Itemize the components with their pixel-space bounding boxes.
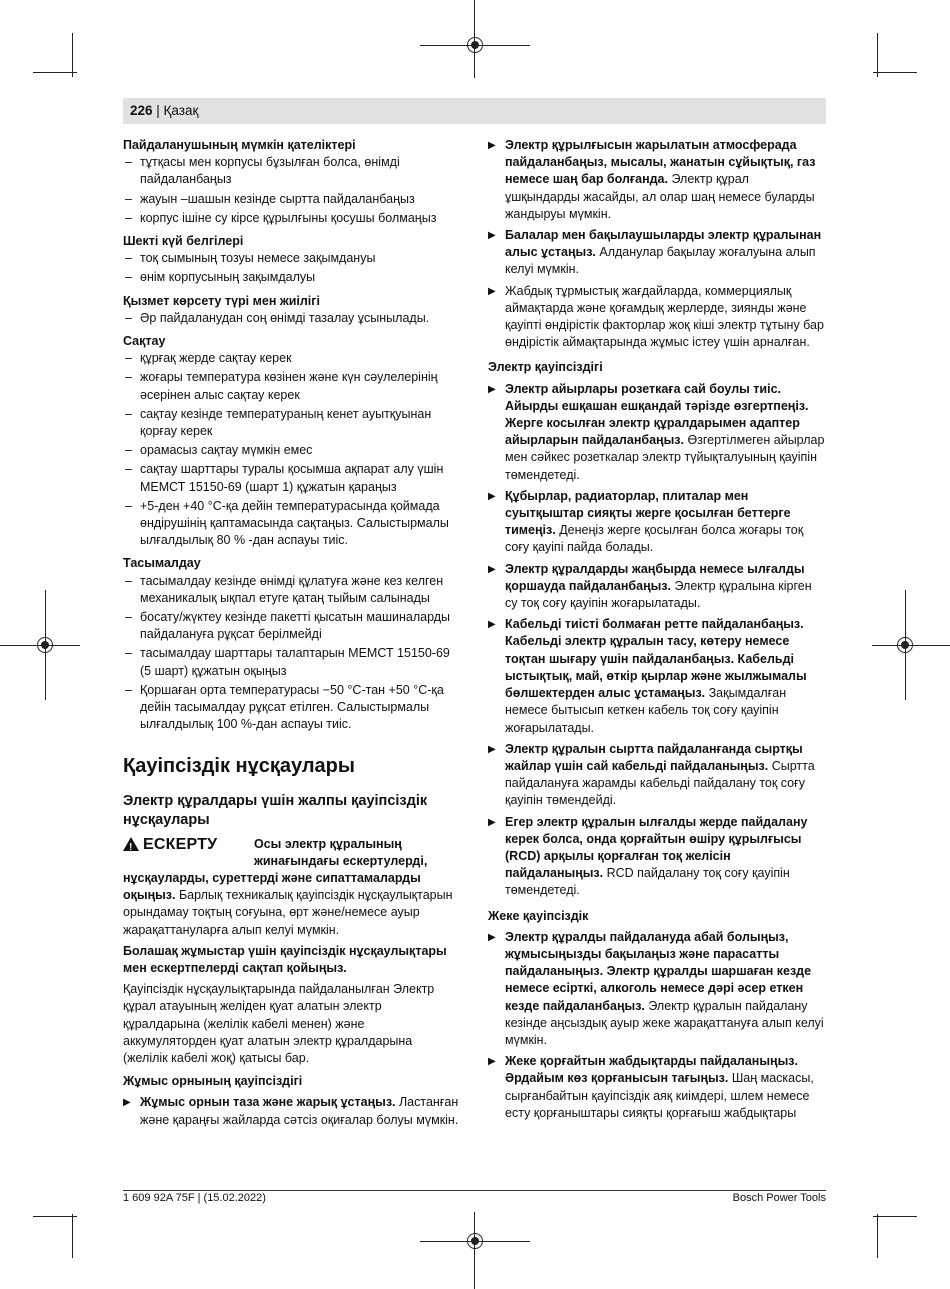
list-item-bold: Электр құралдарды жаңбырда немесе ылғалды қоршауда пайдаланбаңыз. [505,561,805,593]
list-item-bold: Электр құралды пайдалануда абай болыңыз, жұмысыңызды бақылаңыз және парасатты пайдаланыңыз. Электр құралды шаршаған кезде немесе есірткі, алкоголь немесе дәрі әсер еткен кезде пайдаланбаңыз. [505,929,812,1013]
warning-label [123,836,254,853]
list-item-bold: Жеке қорғайтын жабдықтарды пайдаланыңыз. Әрдайым көз қорғанысын тағыңыз. [505,1054,798,1086]
list-item-bold: Құбырлар, радиаторлар, плиталар мен суытқыштар сияқты жерге қосылған беттерге тимеңіз. [505,488,791,538]
page-number: 226 [130,103,153,118]
section-heading: Пайдаланушының мүмкін қателіктері [123,138,356,152]
list-item [488,929,826,1049]
list-item: – тасымалдау шарттары талаптарын МЕМСТ 15150-69 (5 шарт) құжатын оқыңыз [123,645,460,679]
list-item-text: Электр құрал ұшқындарды жасайды, ал олар шаң немесе буларды жандыруы мүмкін. [505,172,815,221]
warning-bold-text: нұсқауларды, суреттерді және сипаттамаларды оқыңыз. [123,870,421,903]
list-item-text: Жабдық тұрмыстық жағдайларда, коммерциялық аймақтарда және қоғамдық жерлерде, зиянды және қауіпті өндірістік факторлар жоқ кіші электр тұтыну бар өндірістік аймақтарында жұмыс істеу үшін арналған. [505,283,824,350]
crop-mark [877,1214,878,1258]
list-item [488,616,826,736]
list-item [488,1053,826,1122]
list-item-text: RCD пайдалану тоқ соғу қауіпін төмендетеді. [505,866,790,898]
registration-mark-icon [897,637,913,653]
list-item: – тұтқасы мен корпусы бұзылған болса, өнімді пайдаланбаңыз [123,154,460,188]
warning-bold-text: Осы электр құралының жинағындағы ескертулерді, [254,836,428,868]
warning-label-text: ЕСКЕРТУ [143,835,218,853]
list-item: – тоқ сымының тозуы немесе зақымдануы [123,250,460,267]
section-heading: Электр қауіпсіздігі [488,360,603,375]
list-item-text: Электр құралын пайдалану кезінде аңсыздық ауыр жеке жарақаттануға алып келуі мүмкін. [505,998,824,1047]
list-item: – сақтау шарттары туралы қосымша ақпарат алу үшін МЕМСТ 15150-69 (шарт 1) құжатын қараңыз [123,461,460,495]
list-item: – сақтау кезінде температураның кенет ауытқуынан қорғау керек [123,406,460,440]
right-column [488,137,826,1122]
list-item [488,488,826,557]
warning-text: Барлық техникалық қауіпсіздік нұсқаулықтарын орындамау тоқтың соғуына, өрт және/немесе ауыр жарақаттануларға алып келуі мүмкін. [123,888,453,937]
crop-mark [877,33,878,77]
list-item-bold: Жұмыс орнын таза және жарық ұстаңыз. [140,1095,396,1110]
section-subtitle: Электр құралдары үшін жалпы қауіпсіздік нұсқаулары [123,792,428,828]
list-item: – жауын –шашын кезінде сыртта пайдаланбаңыз [123,191,460,208]
list-item [488,227,826,279]
list-item [488,561,826,613]
crop-mark [33,72,77,73]
header-language: Қазақ [163,103,199,118]
list-item [488,381,826,484]
registration-mark-icon [467,37,483,53]
list-item: – тасымалдау кезінде өнімді құлатуға және кез келген механикалық ықпал етуге қатаң тыйым салынады [123,573,460,607]
section-heading: Қызмет көрсету түрі мен жиілігі [123,293,320,308]
registration-mark-icon [467,1233,483,1249]
list-item [488,137,826,223]
list-item: – Әр пайдаланудан соң өнімді тазалау ұсынылады. [123,310,460,327]
list-item [488,741,826,810]
section-heading: Жеке қауіпсіздік [488,908,589,923]
footer-doc-code: 1 609 92A 75F | (15.02.2022) [123,1192,266,1204]
list-item-bold: Балалар мен бақылаушыларды электр құралынан алыс ұстаңыз. [505,228,822,260]
list-item-text: Алданулар бақылау жоғалуына алып келуі мүмкін. [505,245,816,277]
list-item: – орамасыз сақтау мүмкін емес [123,442,460,459]
list-item-text: Зақымдалған немесе бытысып кеткен кабель тоқ соғу қауіпін жоғарылатады. [505,686,787,735]
page-header-bar [123,98,826,124]
list-item: – жоғары температура көзінен және күн сәулелерінің әсерінен алыс сақтау керек [123,369,460,403]
list-item: – корпус ішіне су кірсе құрылғыны қосушы болмаңыз [123,210,460,227]
list-item-text: Сыртта пайдалануға жарамды кабельді пайдалану тоқ соғу қауіпін төмендейді. [505,758,815,808]
list-item [123,1094,460,1128]
list-item-text: Шаң маскасы, сырғанбайтын қауіпсіздік аяқ киімдері, шлем немесе есту қорғаныштары сияқты қорғағыш жабдықтары [505,1071,814,1120]
header-separator: | [152,103,164,118]
list-item-bold: Электр құрылғысын жарылатын атмосферада пайдаланбаңыз, мысалы, жанатын сұйықтық, газ немесе шаң бар болғанда. [505,138,816,187]
list-item: – Қоршаған орта температурасы −50 °C-тан +50 °C-қа дейін тасымалдау рұқсат етілген. Салыстырмалы ылғалдылық 100 %-дан аспауы тиіс. [123,682,460,734]
list-item [488,283,826,352]
section-heading: Шекті күй белгілері [123,234,244,249]
list-item: – құрғақ жерде сақтау керек [123,350,460,367]
keep-instructions-text: Болашақ жұмыстар үшін қауіпсіздік нұсқаулықтары мен ескертпелерді сақтап қойыңыз. [123,943,447,975]
warning-block [123,836,460,870]
footer-divider [123,1190,826,1191]
info-paragraph: Қауіпсіздік нұсқаулықтарында пайдаланылған Электр құрал атауының желіден қуат алатын электр құралдарына (желілік кабелі менен) және аккумуляторден қуат алатын электр құралдарына (желілік кабелі жоқ) қатысы бар. [123,982,435,1065]
list-item-text: Өзгертілмеген айырлар мен сәйкес розеткалар электр түйықталуының қауіпін төмендетеді. [505,433,825,482]
crop-mark [873,72,917,73]
list-item: – өнім корпусының зақымдалуы [123,269,460,286]
footer-brand: Bosch Power Tools [732,1192,826,1204]
list-item-bold: Электр құралын сыртта пайдаланғанда сыртқы жайлар үшін сай кабельді пайдаланыңыз. [505,741,803,773]
section-heading: Тасымалдау [123,556,201,571]
list-item: – босату/жүктеу кезінде пакетті қысатын машиналарды пайдалануға рұқсат берілмейді [123,609,460,643]
crop-mark [72,33,73,77]
list-item-text: Электр құралына кірген су тоқ соғу қауіпін жоғарылатады. [505,578,812,611]
crop-mark [33,1216,77,1217]
crop-mark [72,1214,73,1258]
list-item-text: Ластанған және қараңғы жайларда сәтсіз оқиғалар болуы мүмкін. [140,1095,459,1127]
registration-mark-icon [37,637,53,653]
section-heading: Жұмыс орнының қауіпсіздігі [123,1074,303,1089]
crop-mark [873,1216,917,1217]
warning-triangle-icon: ! [123,837,139,851]
list-item [488,814,826,900]
left-column [123,137,460,1129]
crop-mark [474,1212,475,1289]
list-item: – +5-ден +40 °C-қа дейін температурасында қоймада өндірушінің қаптамасында сақтаңыз. Салыстырмалы ылғалдылық 80 % -дан аспауы тиіс. [123,498,460,550]
page-header [130,103,198,118]
list-item-text: Денеңіз жерге қосылған болса жоғары тоқ соғу қауіпі пайда болады. [505,523,804,555]
list-item-bold: Кабельді тиісті болмаған ретте пайдаланбаңыз. Кабельді электр құралын тасу, көтеру немесе тоқтан шығару үшін пайдаланбаңыз. Кабельді ыстықтық, май, өткір қырлар және жылжымалы бөлшектерден алыс ұстамаңыз. [505,617,807,701]
page-title: Қауіпсіздік нұсқаулары [123,754,355,777]
list-item-bold: Электр айырлары розеткаға сай боулы тиіс. Айырды ешқашан ешқандай тәрізде өзгертпеңіз. Жерге косылған электр құралдарымен адаптер айырларын пайдаланбаңыз. [505,381,809,448]
section-heading: Сақтау [123,334,166,349]
warning-paragraph [123,870,460,939]
list-item-bold: Егер электр құралын ылғалды жерде пайдалану керек болса, онда қорғайтын өшіру құрылғысы (RCD) арқылы қорғалған тоқ желісін пайдаланыңыз. [505,814,808,881]
